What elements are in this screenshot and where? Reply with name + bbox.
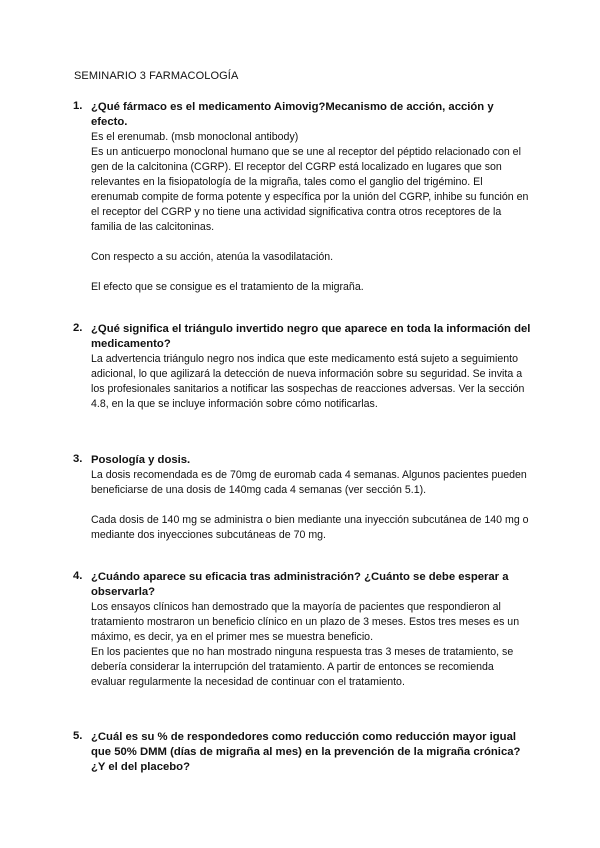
answer-paragraph: Es un anticuerpo monoclonal humano que se une al receptor del péptido relacionado con el gen de la calcitonina (CGRP). El receptor del CGRP está localizado en lugares que son relevantes en la fisiopatología de la migraña, tales como el ganglio del trigémino. El erenumab compite de forma potente y específica por la unión del CGRP, inhibe su función en el receptor del CGRP y no tiene una actividad significativa contra otros receptores de la familia de las calcitoninas. xyxy=(91,146,529,233)
answer-paragraph: La advertencia triángulo negro nos indica que este medicamento está sujeto a seguimiento adicional, lo que agilizará la detección de nueva información sobre su seguridad. Se invita a los profesionales sanitarios a notificar las sospechas de reacciones adversas. Ver la sección 4.8, en la que se incluye información sobre cómo notificarlas. xyxy=(91,353,525,410)
question-number: 3. xyxy=(73,453,83,465)
document-title: SEMINARIO 3 FARMACOLOGÍA xyxy=(74,70,239,82)
question-title: ¿Qué significa el triángulo invertido negro que aparece en toda la información del medicamento? xyxy=(91,323,531,350)
question-number: 5. xyxy=(73,730,83,742)
question-title: Posología y dosis. xyxy=(91,454,191,466)
question-number: 1. xyxy=(73,100,83,112)
question-2 xyxy=(73,322,531,412)
answer-body xyxy=(91,468,531,543)
question-5 xyxy=(73,730,531,775)
question-title: ¿Cuál es su % de respondedores como reducción como reducción mayor igual que 50% DMM (días de migraña al mes) en la prevención de la migraña crónica? ¿Y el del placebo? xyxy=(91,731,521,773)
answer-paragraph: Cada dosis de 140 mg se administra o bien mediante una inyección subcutánea de 140 mg o mediante dos inyecciones subcutáneas de 70 mg. xyxy=(91,514,529,541)
question-4 xyxy=(73,570,531,690)
answer-body xyxy=(91,130,531,295)
answer-paragraph: Los ensayos clínicos han demostrado que la mayoría de pacientes que respondieron al tratamiento mostraron un beneficio clínico en un plazo de 3 meses. Estos tres meses es un máximo, es decir, ya en el primer mes se muestra beneficio. xyxy=(91,601,520,643)
answer-paragraph: Con respecto a su acción, atenúa la vasodilatación. xyxy=(91,251,334,263)
answer-paragraph: Es el erenumab. (msb monoclonal antibody) xyxy=(91,131,299,143)
answer-body xyxy=(91,352,531,412)
question-title: ¿Cuándo aparece su eficacia tras administración? ¿Cuánto se debe esperar a observarla? xyxy=(91,571,509,598)
answer-body xyxy=(91,600,531,690)
question-number: 2. xyxy=(73,322,83,334)
question-3 xyxy=(73,453,531,543)
question-title: ¿Qué fármaco es el medicamento Aimovig?Mecanismo de acción, acción y efecto. xyxy=(91,101,494,128)
answer-paragraph: El efecto que se consigue es el tratamiento de la migraña. xyxy=(91,281,364,293)
question-1 xyxy=(73,100,531,295)
answer-paragraph: La dosis recomendada es de 70mg de euromab cada 4 semanas. Algunos pacientes pueden beneficiarse de una dosis de 140mg cada 4 semanas (ver sección 5.1). xyxy=(91,469,527,496)
answer-paragraph: En los pacientes que no han mostrado ninguna respuesta tras 3 meses de tratamiento, se debería considerar la interrupción del tratamiento. A partir de entonces se recomienda evaluar regularmente la necesidad de continuar con el tratamiento. xyxy=(91,646,514,688)
question-number: 4. xyxy=(73,570,83,582)
